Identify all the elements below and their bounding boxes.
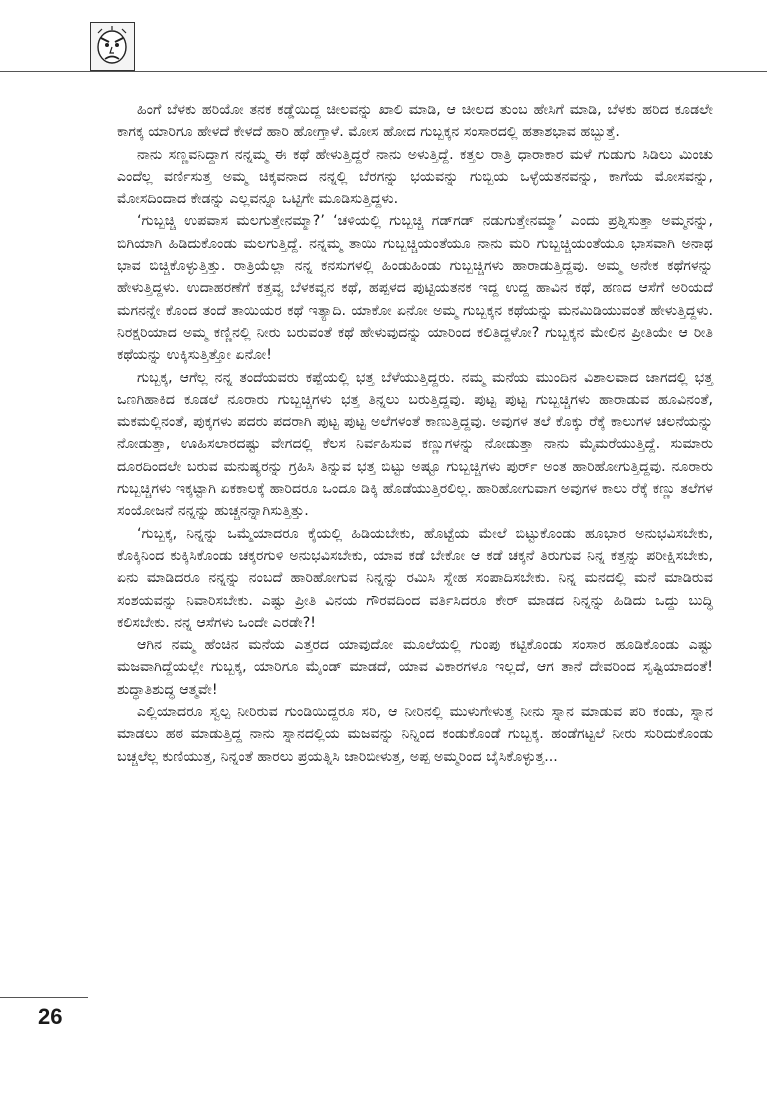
paragraph: ‘ಗುಬ್ಬಚ್ಚಿ ಉಪವಾಸ ಮಲಗುತ್ತೇನಮ್ಮಾ?’ ‘ಚಳಿಯಲ್ಲಿ ಗುಬ್ಬಚ್ಚಿ ಗಡ್‌ಗಡ್ ನಡುಗುತ್ತೇನಮ್ಮಾ’ ಎಂದು ಪ್ರಶ್ನಿಸುತ್ತಾ ಅಮ್ಮನನ್ನು, ಬಿಗಿಯಾಗಿ ಹಿಡಿದುಕೊಂಡು ಮಲಗುತ್ತಿದ್ದೆ. ನನ್ನಮ್ಮ ತಾಯಿ ಗುಬ್ಬಚ್ಚಿಯಂತೆಯೂ ನಾನು ಮರಿ ಗುಬ್ಬಚ್ಚಿಯಂತೆಯೂ ಭಾಸವಾಗಿ ಅನಾಥ ಭಾವ ಬಿಚ್ಚಿಕೊಳ್ಳುತ್ತಿತ್ತು. ರಾತ್ರಿಯೆಲ್ಲಾ ನನ್ನ ಕನಸುಗಳಲ್ಲಿ ಹಿಂಡುಹಿಂಡು ಗುಬ್ಬಚ್ಚಿಗಳು ಹಾರಾಡುತ್ತಿದ್ದವು. ಅಮ್ಮ ಅನೇಕ ಕಥೆಗಳನ್ನು ಹೇಳುತ್ತಿದ್ದಳು. ಉದಾಹರಣೆಗೆ ಕತ್ತವ್ವ ಬೆಳಕವ್ವನ ಕಥೆ, ಹಪ್ಪಳದ ಪುಟ್ಟಿಯತನಕ ಇದ್ದ ಉದ್ದ ಹಾವಿನ ಕಥೆ, ಹಣದ ಆಸೆಗೆ ಅರಿಯದೆ ಮಗನನ್ನೇ ಕೊಂದ ತಂದೆ ತಾಯಿಯರ ಕಥೆ ಇತ್ಯಾದಿ. ಯಾಕೋ ಏನೋ ಅಮ್ಮ ಗುಬ್ಬಕ್ಕನ ಕಥೆಯನ್ನು ಮನಮಿಡಿಯುವಂತೆ ಹೇಳುತ್ತಿದ್ದಳು. ನಿರಕ್ಷರಿಯಾದ ಅಮ್ಮ ಕಣ್ಣಿನಲ್ಲಿ ನೀರು ಬರುವಂತೆ ಕಥೆ ಹೇಳುವುದನ್ನು ಯಾರಿಂದ ಕಲಿತಿದ್ದಳೋ? ಗುಬ್ಬಕ್ಕನ ಮೇಲಿನ ಪ್ರೀತಿಯೇ ಆ ರೀತಿ ಕಥೆಯನ್ನು ಉಕ್ಕಿಸುತ್ತಿತ್ತೋ ಏನೋ! bbox=[117, 213, 713, 364]
page-number: 26 bbox=[38, 1004, 63, 1029]
paragraph: ‘ಗುಬ್ಬಕ್ಕ, ನಿನ್ನನ್ನು ಒಮ್ಮೆಯಾದರೂ ಕೈಯಲ್ಲಿ ಹಿಡಿಯಬೇಕು, ಹೊಟ್ಟೆಯ ಮೇಲೆ ಬಿಟ್ಟುಕೊಂಡು ಹೂಭಾರ ಅನುಭವಿಸಬೇಕು, ಕೊಕ್ಕಿನಿಂದ ಕುಕ್ಕಿಸಿಕೊಂಡು ಚಕ್ಕರಗುಳಿ ಅನುಭವಿಸಬೇಕು, ಯಾವ ಕಡೆ ಬೇಕೋ ಆ ಕಡೆ ಚಕ್ಕನೆ ತಿರುಗುವ ನಿನ್ನ ಕತ್ತನ್ನು ಪರೀಕ್ಷಿಸಬೇಕು, ಏನು ಮಾಡಿದರೂ ನನ್ನನ್ನು ನಂಬದೆ ಹಾರಿಹೋಗುವ ನಿನ್ನನ್ನು ರಮಿಸಿ ಸ್ನೇಹ ಸಂಪಾದಿಸಬೇಕು. ನಿನ್ನ ಮನದಲ್ಲಿ ಮನೆ ಮಾಡಿರುವ ಸಂಶಯವನ್ನು ನಿವಾರಿಸಬೇಕು. ಎಷ್ಟು ಪ್ರೀತಿ ವಿನಯ ಗೌರವದಿಂದ ವರ್ತಿಸಿದರೂ ಕೇರ್ ಮಾಡದ ನಿನ್ನನ್ನು ಹಿಡಿದು ಒದ್ದು ಬುದ್ಧಿ ಕಲಿಸಬೇಕು. ನನ್ನ ಆಸೆಗಳು ಒಂದೇ ಎರಡೇ?! bbox=[117, 525, 713, 631]
paragraph: ಹಿಂಗೆ ಬೆಳಕು ಹರಿಯೋ ತನಕ ಕಡ್ಡೆಯಿದ್ದ ಚೀಲವನ್ನು ಖಾಲಿ ಮಾಡಿ, ಆ ಚೀಲದ ತುಂಬ ಹೇಸಿಗೆ ಮಾಡಿ, ಬೆಳಕು ಹರಿದ ಕೂಡಲೇ ಕಾಗಕ್ಕ ಯಾರಿಗೂ ಹೇಳದೆ ಕೇಳದೆ ಹಾರಿ ಹೋಗ್ತಾಳೆ. ಮೋಸ ಹೋದ ಗುಬ್ಬಕ್ಕನ ಸಂಸಾರದಲ್ಲಿ ಹತಾಶಭಾವ ಹಬ್ಬುತ್ತೆ. bbox=[117, 102, 713, 141]
paragraph: ಎಲ್ಲಿಯಾದರೂ ಸ್ವಲ್ಪ ನೀರಿರುವ ಗುಂಡಿಯಿದ್ದರೂ ಸರಿ, ಆ ನೀರಿನಲ್ಲಿ ಮುಳುಗೇಳುತ್ತ ನೀನು ಸ್ನಾನ ಮಾಡುವ ಪರಿ ಕಂಡು, ಸ್ನಾನ ಮಾಡಲು ಹಠ ಮಾಡುತ್ತಿದ್ದ ನಾನು ಸ್ನಾನದಲ್ಲಿಯ ಮಜವನ್ನು ನಿನ್ನಿಂದ ಕಂಡುಕೊಂಡೆ ಗುಬ್ಬಕ್ಕ. ಹಂಡೆಗಟ್ಟಲೆ ನೀರು ಸುರಿದುಕೊಂಡು ಬಚ್ಚಲೆಲ್ಲ ಕುಣಿಯುತ್ತ, ನಿನ್ನಂತೆ ಹಾರಲು ಪ್ರಯತ್ನಿಸಿ ಜಾರಿಬೀಳುತ್ತ, ಅಪ್ಪ ಅಮ್ಮರಿಂದ ಬೈಸಿಕೊಳ್ಳುತ್ತ... bbox=[117, 704, 713, 765]
header-divider bbox=[0, 71, 767, 72]
paragraph: ನಾನು ಸಣ್ಣವನಿದ್ದಾಗ ನನ್ನಮ್ಮ ಈ ಕಥೆ ಹೇಳುತ್ತಿದ್ದರೆ ನಾನು ಅಳುತ್ತಿದ್ದೆ. ಕತ್ತಲ ರಾತ್ರಿ ಧಾರಾಕಾರ ಮಳೆ ಗುಡುಗು ಸಿಡಿಲು ಮಿಂಚು ಎಂದೆಲ್ಲ ವರ್ಣಿಸುತ್ತ ಅಮ್ಮ ಚಿಕ್ಕವನಾದ ನನ್ನಲ್ಲಿ ಬೆರಗನ್ನು ಭಯವನ್ನು ಗುಬ್ಬಿಯ ಒಳ್ಳೆಯತನವನ್ನು, ಕಾಗೆಯ ಮೋಸವನ್ನು, ಮೋಸದಿಂದಾದ ಕೇಡನ್ನು ಎಲ್ಲವನ್ನೂ ಒಟ್ಟಿಗೇ ಮೂಡಿಸುತ್ತಿದ್ದಳು. bbox=[117, 146, 713, 208]
paragraph: ಗುಬ್ಬಕ್ಕ, ಆಗೆಲ್ಲ ನನ್ನ ತಂದೆಯವರು ಕಪ್ಪೆಯಲ್ಲಿ ಭತ್ತ ಬೆಳೆಯುತ್ತಿದ್ದರು. ನಮ್ಮ ಮನೆಯ ಮುಂದಿನ ವಿಶಾಲವಾದ ಜಾಗದಲ್ಲಿ ಭತ್ತ ಒಣಗಿಹಾಕಿದ ಕೂಡಲೆ ನೂರಾರು ಗುಬ್ಬಚ್ಚಿಗಳು ಭತ್ತ ತಿನ್ನಲು ಬರುತ್ತಿದ್ದವು. ಪುಟ್ಟ ಪುಟ್ಟ ಗುಬ್ಬಚ್ಚಿಗಳು ಹಾರಾಡುವ ಹೂವಿನಂತೆ, ಮಕಮಲ್ಲಿನಂತೆ, ಪುಕ್ಕಗಳು ಪದರು ಪದರಾಗಿ ಪುಟ್ಟ ಪುಟ್ಟ ಅಲೆಗಳಂತೆ ಕಾಣುತ್ತಿದ್ದವು. ಅವುಗಳ ತಲೆ ಕೊಕ್ಕು ರೆಕ್ಕೆ ಕಾಲುಗಳ ಚಲನೆಯನ್ನು ನೋಡುತ್ತಾ, ಊಹಿಸಲಾರದಷ್ಟು ವೇಗದಲ್ಲಿ ಕೆಲಸ ನಿರ್ವಹಿಸುವ ಕಣ್ಣುಗಳನ್ನು ನೋಡುತ್ತಾ ನಾನು ಮೈಮರೆಯುತ್ತಿದ್ದೆ. ಸುಮಾರು ದೂರದಿಂದಲೇ ಬರುವ ಮನುಷ್ಯರನ್ನು ಗ್ರಹಿಸಿ ತಿನ್ನುವ ಭತ್ತ ಬಿಟ್ಟು ಅಷ್ಟೂ ಗುಬ್ಬಚ್ಚಿಗಳು ಪುರ್ರ್ ಅಂತ ಹಾರಿಹೋಗುತ್ತಿದ್ದವು. ನೂರಾರು ಗುಬ್ಬಚ್ಚಿಗಳು ಇಕ್ಕಟ್ಟಾಗಿ ಏಕಕಾಲಕ್ಕೆ ಹಾರಿದರೂ ಒಂದೂ ಡಿಕ್ಕಿ ಹೊಡೆಯುತ್ತಿರಲಿಲ್ಲ. ಹಾರಿಹೋಗುವಾಗ ಅವುಗಳ ಕಾಲು ರೆಕ್ಕೆ ಕಣ್ಣು ತಲೆಗಳ ಸಂಯೋಜನೆ ನನ್ನನ್ನು ಹುಚ್ಚನನ್ನಾಗಿಸುತ್ತಿತ್ತು. bbox=[117, 369, 713, 520]
article-body bbox=[117, 99, 713, 768]
paragraph: ಆಗಿನ ನಮ್ಮ ಹೆಂಚಿನ ಮನೆಯ ಎತ್ತರದ ಯಾವುದೋ ಮೂಲೆಯಲ್ಲಿ ಗುಂಪು ಕಟ್ಟಿಕೊಂಡು ಸಂಸಾರ ಹೂಡಿಕೊಂಡು ಎಷ್ಟು ಮಜವಾಗಿದ್ದೆಯಲ್ಲೇ ಗುಬ್ಬಕ್ಕ, ಯಾರಿಗೂ ಮೈಂಡ್ ಮಾಡದೆ, ಯಾವ ವಿಕಾರಗಳೂ ಇಲ್ಲದೆ, ಆಗ ತಾನೆ ದೇವರಿಂದ ಸೃಷ್ಟಿಯಾದಂತೆ! ಶುದ್ಧಾತಿಶುದ್ಧ ಆತ್ಮವೇ! bbox=[117, 637, 713, 698]
grumpy-face-icon bbox=[90, 22, 135, 71]
footer-divider bbox=[0, 997, 88, 998]
